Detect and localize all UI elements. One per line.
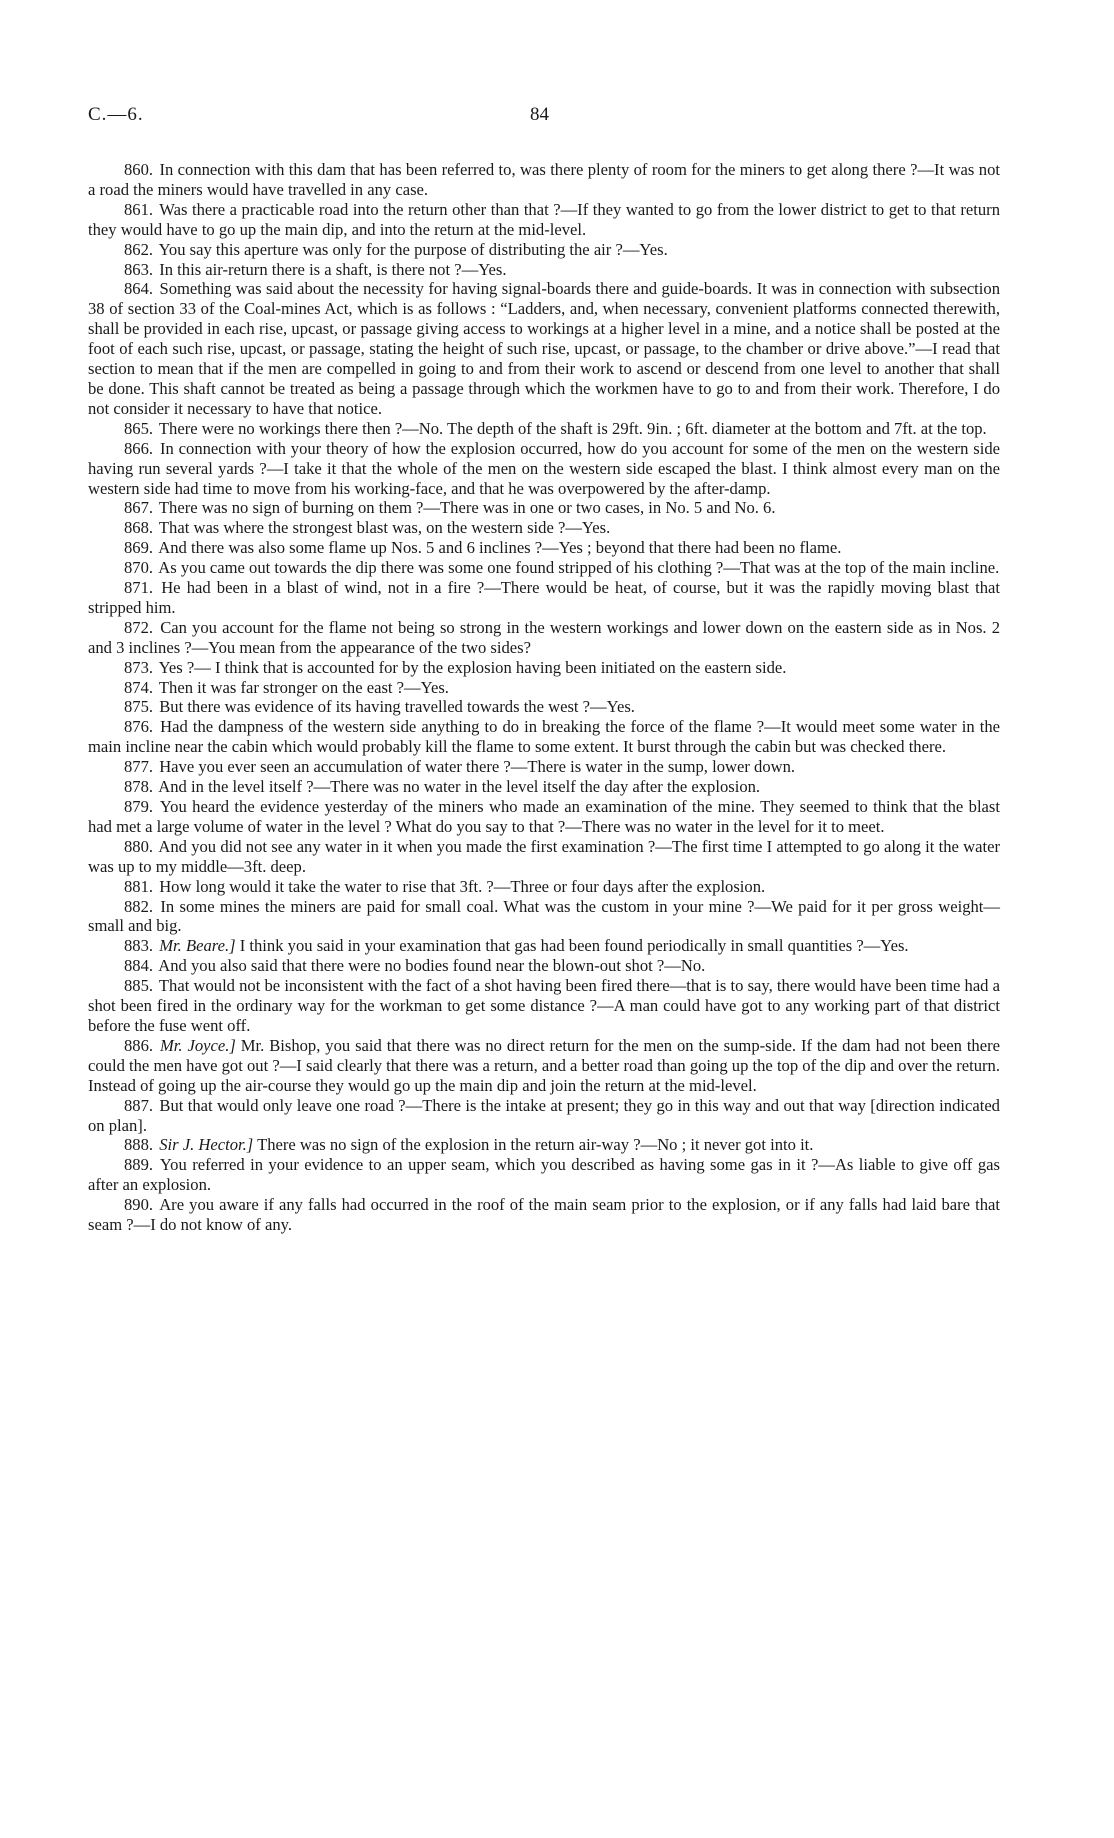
paragraph-number: 863. bbox=[124, 259, 154, 279]
paragraph bbox=[88, 240, 1000, 260]
paragraph bbox=[88, 678, 1000, 698]
paragraph bbox=[88, 518, 1000, 538]
paragraph-text: I think you said in your examination that gas had been found periodically in small quantities ?—Yes. bbox=[239, 936, 909, 956]
paragraph-text: In this air-return there is a shaft, is there not ?—Yes. bbox=[159, 259, 507, 279]
page-header bbox=[88, 104, 1028, 134]
paragraph-text: There were no workings there then ?—No. The depth of the shaft is 29ft. 9in. ; 6ft. diameter at the bottom and 7ft. at the top. bbox=[158, 418, 987, 438]
paragraph-text: Can you account for the flame not being so strong in the western workings and lower down on the eastern side as in Nos. 2 and 3 inclines ?—You mean from the appearance of the two sides? bbox=[88, 617, 1000, 657]
paragraph-text: In connection with this dam that has been referred to, was there plenty of room for the miners to get along there ?—It was not a road the miners would have travelled in any case. bbox=[88, 160, 1000, 199]
paragraph-number: 864. bbox=[124, 279, 154, 299]
paragraph-number: 885. bbox=[124, 976, 154, 996]
paragraph-number: 867. bbox=[124, 498, 154, 518]
paragraph-text: Mr. Bishop, you said that there was no direct return for the men on the sump-side. If the dam had not been there could the men have got out ?—I said clearly that there was a return, and a better road than going up the top of the dip and over the return. Instead of going up the air-course they would go up the main dip and join the return at the mid-level. bbox=[88, 1035, 1000, 1095]
paragraph bbox=[88, 1195, 1000, 1235]
paragraph-text: You referred in your evidence to an upper seam, which you described as having some gas in it ?—As liable to give off gas after an explosion. bbox=[88, 1155, 1000, 1195]
paragraph bbox=[88, 439, 1000, 499]
paragraph-number: 889. bbox=[124, 1155, 154, 1175]
paragraph bbox=[88, 1155, 1000, 1195]
paragraph bbox=[88, 697, 1000, 717]
document-body bbox=[88, 160, 1000, 1235]
paragraph-text: But there was evidence of its having travelled towards the west ?—Yes. bbox=[159, 697, 635, 717]
paragraph bbox=[88, 1096, 1000, 1136]
paragraph bbox=[88, 538, 1000, 558]
paragraph-text: You heard the evidence yesterday of the miners who made an examination of the mine. They seemed to think that the blast had met a large volume of water in the level ? What do you say to that ?—There was no water in the level for it to meet. bbox=[88, 797, 1000, 836]
paragraph-text: You say this aperture was only for the purpose of distributing the air ?—Yes. bbox=[158, 239, 668, 259]
paragraph-number: 883. bbox=[124, 936, 154, 956]
speaker-name: Mr. Beare.] bbox=[159, 936, 236, 956]
paragraph-text: That would not be inconsistent with the fact of a shot having been fired there—that is to say, there would have been time had a shot been fired in the ordinary way for the workman to get some distance ?—A man could have got to any working part of that district before the fuse went off. bbox=[88, 976, 1001, 1035]
paragraph-number: 886. bbox=[124, 1035, 154, 1055]
paragraph-text: As you came out towards the dip there was some one found stripped of his clothing ?—That was at the top of the main incline. bbox=[158, 558, 1000, 578]
paragraph-number: 868. bbox=[124, 518, 154, 538]
page-number: 84 bbox=[530, 104, 549, 125]
speaker-name: Mr. Joyce.] bbox=[159, 1035, 236, 1055]
paragraph bbox=[88, 558, 1000, 578]
paragraph-number: 860. bbox=[124, 160, 154, 179]
paragraph-text: Had the dampness of the western side anything to do in breaking the force of the flame ?—It would meet some water in the main incline near the cabin which would probably kill the flame to some extent. It burst through the cabin but was checked there. bbox=[88, 717, 1001, 757]
paragraph-text: But that would only leave one road ?—There is the intake at present; they go in this way and out that way [direction indicated on plan]. bbox=[88, 1095, 1000, 1135]
paragraph-text: Something was said about the necessity for having signal-boards there and guide-boards. It was in connection with subsection 38 of section 33 of the Coal-mines Act, which is as follows : “Ladders, and, when necessary, convenient platforms connected therewith, shall be provided in each rise, upcast, or passage giving access to workings at a higher level in a mine, and a notice shall be posted at the foot of each such rise, upcast, or passage, stating the height of such rise, upcast, or passage, to the chamber or drive above.”—I read that section to mean that if the men are compelled in going to and from their work to ascend or descend from one level to another that shall be done. This shaft cannot be treated as being a passage through which the workmen have to go to and from their work. Therefore, I do not consider it necessary to have that notice. bbox=[88, 279, 1000, 418]
paragraph-number: 861. bbox=[124, 199, 154, 219]
paragraph-number: 877. bbox=[124, 757, 154, 777]
paragraph-text: And in the level itself ?—There was no water in the level itself the day after the explosion. bbox=[158, 777, 761, 797]
paragraph-number: 888. bbox=[124, 1135, 154, 1155]
paragraph-text: And you also said that there were no bodies found near the blown-out shot ?—No. bbox=[158, 956, 706, 976]
paragraph-number: 875. bbox=[124, 697, 154, 717]
paragraph-text: Are you aware if any falls had occurred in the roof of the main seam prior to the explosion, or if any falls had laid bare that seam ?—I do not know of any. bbox=[88, 1195, 1000, 1235]
speaker-name: Sir J. Hector.] bbox=[159, 1135, 254, 1155]
paragraph-number: 879. bbox=[124, 797, 154, 816]
paragraph bbox=[88, 498, 1000, 518]
paragraph bbox=[88, 578, 1000, 618]
paragraph bbox=[88, 618, 1000, 658]
paragraph bbox=[88, 717, 1000, 757]
paragraph bbox=[88, 1135, 1000, 1155]
paragraph-text: There was no sign of the explosion in the return air-way ?—No ; it never got into it. bbox=[257, 1135, 814, 1155]
paragraph-text: How long would it take the water to rise that 3ft. ?—Three or four days after the explosion. bbox=[159, 876, 766, 896]
paragraph-number: 862. bbox=[124, 239, 154, 259]
paragraph bbox=[88, 279, 1000, 418]
document-reference: C.—6. bbox=[88, 104, 144, 125]
paragraph bbox=[88, 837, 1000, 877]
paragraph-number: 878. bbox=[124, 777, 154, 797]
paragraph-number: 881. bbox=[124, 876, 154, 896]
paragraph-number: 882. bbox=[124, 896, 154, 916]
paragraph bbox=[88, 160, 1000, 200]
paragraph-number: 872. bbox=[124, 617, 154, 637]
paragraph-number: 869. bbox=[124, 538, 154, 558]
paragraph bbox=[88, 1036, 1000, 1096]
paragraph bbox=[88, 658, 1000, 678]
paragraph-text: And there was also some flame up Nos. 5 and 6 inclines ?—Yes ; beyond that there had been no flame. bbox=[158, 538, 842, 558]
paragraph-text: And you did not see any water in it when you made the first examination ?—The first time I attempted to go along it the water was up to my middle—3ft. deep. bbox=[88, 836, 1000, 876]
paragraph-text: That was where the strongest blast was, on the western side ?—Yes. bbox=[158, 518, 611, 538]
paragraph-text: There was no sign of burning on them ?—There was in one or two cases, in No. 5 and No. 6. bbox=[158, 498, 776, 518]
paragraph bbox=[88, 419, 1000, 439]
paragraph-number: 865. bbox=[124, 418, 154, 438]
paragraph-number: 880. bbox=[124, 836, 154, 856]
paragraph-number: 866. bbox=[124, 438, 154, 458]
paragraph bbox=[88, 877, 1000, 897]
paragraph-text: Yes ?— I think that is accounted for by the explosion having been initiated on the eastern side. bbox=[158, 657, 787, 677]
paragraph-text: In some mines the miners are paid for small coal. What was the custom in your mine ?—We paid for it per gross weight—small and big. bbox=[88, 896, 1000, 936]
paragraph bbox=[88, 976, 1000, 1036]
paragraph bbox=[88, 956, 1000, 976]
paragraph-text: Then it was far stronger on the east ?—Yes. bbox=[158, 677, 449, 697]
paragraph bbox=[88, 260, 1000, 280]
paragraph-text: In connection with your theory of how the explosion occurred, how do you account for some of the men on the western side having run several yards ?—I take it that the whole of the men on the western side escaped the blast. I think almost every man on the western side had time to move from his working-face, and that he was overpowered by the after-damp. bbox=[88, 438, 1000, 498]
paragraph-number: 870. bbox=[124, 558, 154, 578]
paragraph-number: 887. bbox=[124, 1095, 154, 1115]
paragraph-text: Have you ever seen an accumulation of water there ?—There is water in the sump, lower down. bbox=[159, 757, 796, 777]
paragraph bbox=[88, 200, 1000, 240]
paragraph bbox=[88, 936, 1000, 956]
paragraph-number: 874. bbox=[124, 677, 154, 697]
paragraph-number: 876. bbox=[124, 717, 154, 737]
paragraph-text: Was there a practicable road into the return other than that ?—If they wanted to go from the lower district to get to that return they would have to go up the main dip, and into the return at the mid-level. bbox=[88, 199, 1000, 239]
paragraph-number: 884. bbox=[124, 956, 154, 976]
paragraph bbox=[88, 777, 1000, 797]
paragraph-number: 873. bbox=[124, 657, 154, 677]
paragraph-number: 890. bbox=[124, 1195, 154, 1215]
paragraph bbox=[88, 797, 1000, 837]
paragraph-number: 871. bbox=[124, 578, 154, 598]
paragraph bbox=[88, 757, 1000, 777]
paragraph bbox=[88, 897, 1000, 937]
paragraph-text: He had been in a blast of wind, not in a fire ?—There would be heat, of course, but it was the rapidly moving blast that stripped him. bbox=[88, 578, 1000, 617]
